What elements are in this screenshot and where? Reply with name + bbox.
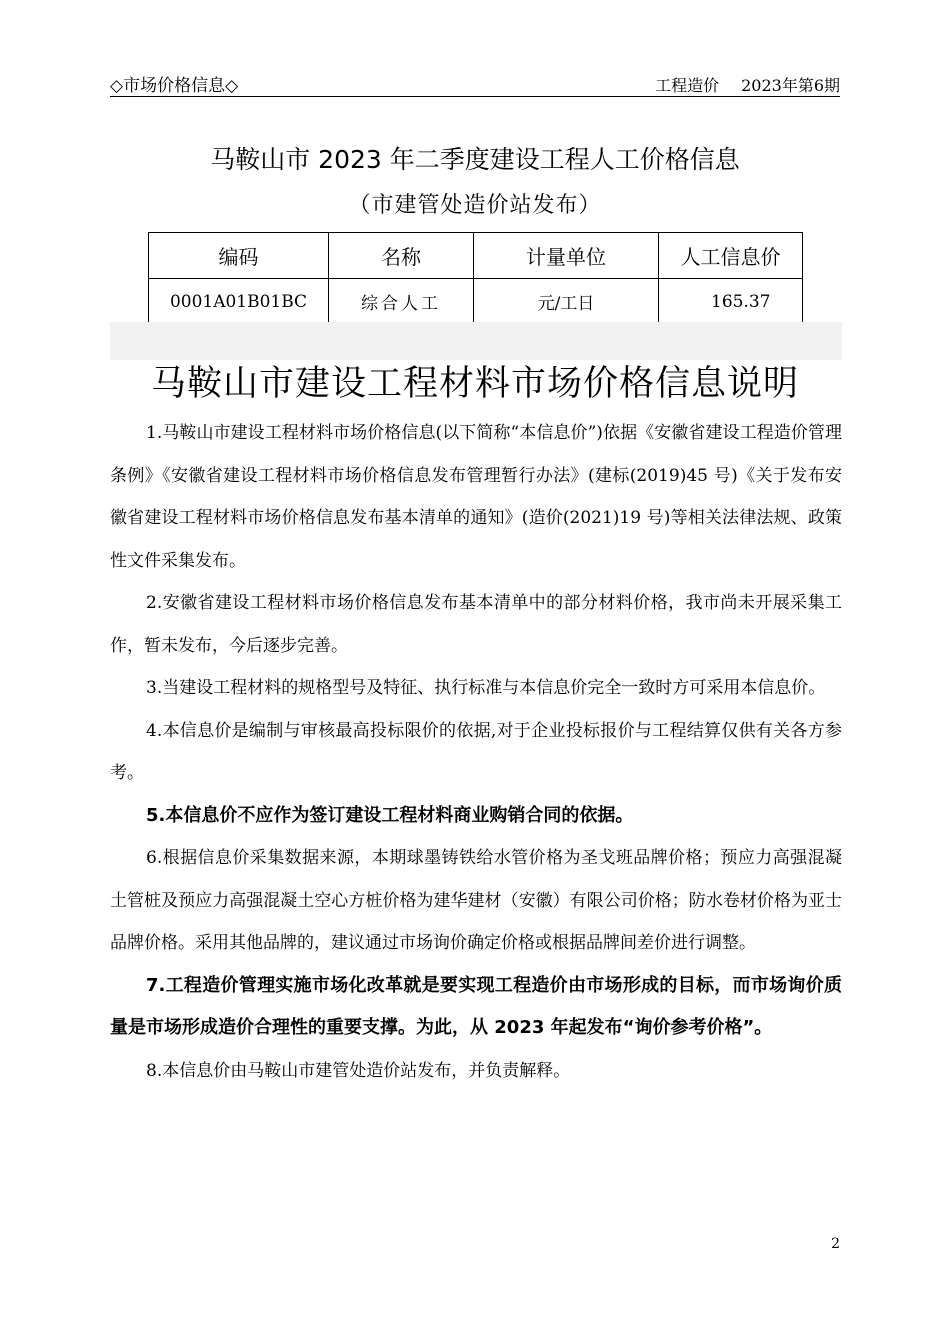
header-magazine: 工程造价 [655,76,720,95]
cell-price: 165.37 [659,279,803,325]
cell-code: 0001A01B01BC [149,279,329,325]
header-section-label: ◇市场价格信息◇ [110,76,239,96]
note-paragraph: 2.安徽省建设工程材料市场价格信息发布基本清单中的部分材料价格，我市尚未开展采集工作，暂未发布，今后逐步完善。 [110,593,842,656]
header-name: 名称 [329,233,474,279]
note-paragraph-bold: 5.本信息价不应作为签订建设工程材料商业购销合同的依据。 [146,804,634,826]
header-issue-info [655,73,840,96]
header-unit: 计量单位 [474,233,659,279]
note-paragraph-bold: 7.工程造价管理实施市场化改革就是要实现工程造价由市场形成的目标，而市场询价质量是市场形成造价合理性的重要支撑。为此，从 2023 年起发布“询价参考价格”。 [110,974,842,1038]
header-price: 人工信息价 [659,233,803,279]
header-divider [110,96,840,97]
table-row [149,279,803,325]
note-paragraph: 4.本信息价是编制与审核最高投标限价的依据,对于企业投标报价与工程结算仅供有关各方参考。 [110,720,842,783]
notes-title: 马鞍山市建设工程材料市场价格信息说明 [150,364,799,404]
note-paragraph: 8.本信息价由马鞍山市建管处造价站发布，并负责解释。 [146,1060,571,1081]
table-header-row [149,233,803,279]
notes-body [110,412,842,1092]
shaded-band [110,322,842,360]
cell-unit: 元/工日 [474,279,659,325]
labor-price-title: 马鞍山市 2023 年二季度建设工程人工价格信息 [210,145,740,174]
page-number: 2 [831,1236,840,1252]
note-paragraph: 6.根据信息价采集数据来源，本期球墨铸铁给水管价格为圣戈班品牌价格；预应力高强混凝土管桩及预应力高强混凝土空心方桩价格为建华建材（安徽）有限公司价格；防水卷材价格为亚士品牌价格。采用其他品牌的，建议通过市场询价确定价格或根据品牌间差价进行调整。 [110,848,842,953]
note-paragraph: 3.当建设工程材料的规格型号及特征、执行标准与本信息价完全一致时方可采用本信息价。 [146,678,826,698]
header-code: 编码 [149,233,329,279]
note-paragraph: 1.马鞍山市建设工程材料市场价格信息(以下简称“本信息价”)依据《安徽省建设工程造价管理条例》《安徽省建设工程材料市场价格信息发布管理暂行办法》(建标(2019)45 号)《关于发布安徽省建设工程材料市场价格信息发布基本清单的通知》(造价(2021)19 号)等相关法律法规、政策性文件采集发布。 [110,423,842,571]
labor-price-subtitle: （市建管处造价站发布） [348,193,602,218]
header-issue: 2023年第6期 [741,76,840,95]
cell-name: 综合人工 [329,279,474,325]
labor-price-table [148,232,803,325]
